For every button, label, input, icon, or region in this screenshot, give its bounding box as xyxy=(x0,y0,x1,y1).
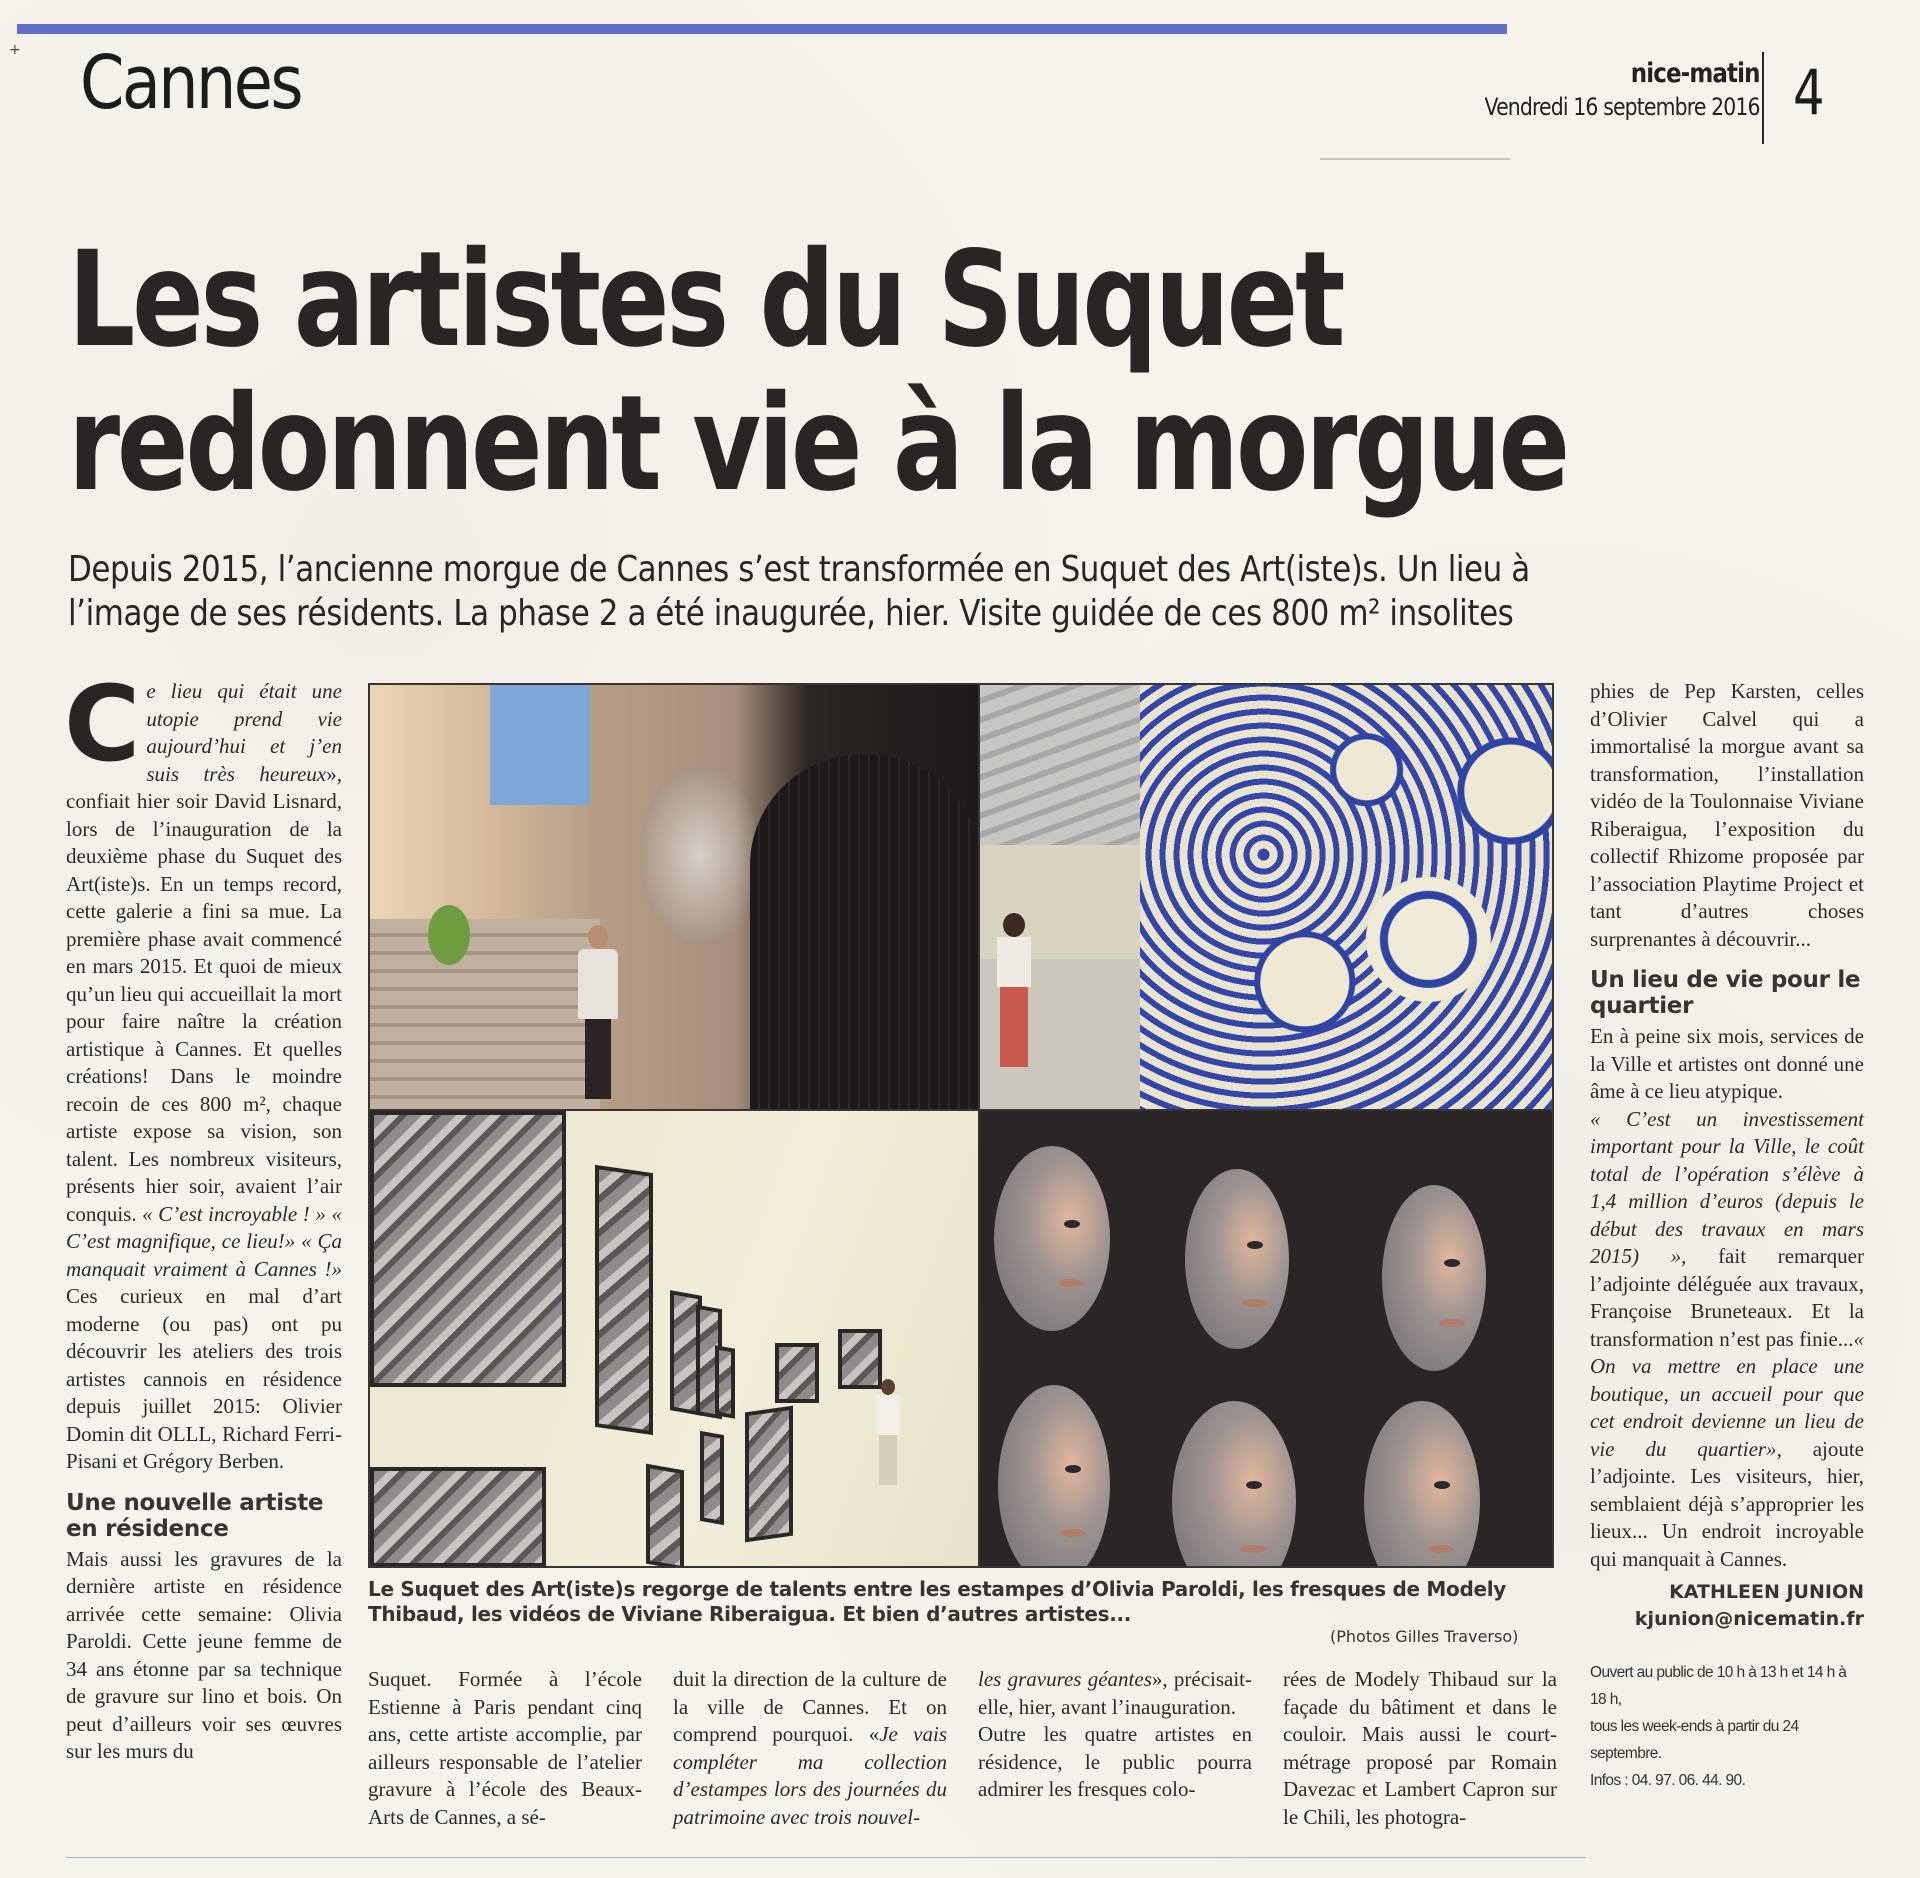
quote-text: « C’est un investissement important pour la Ville, le coût total de l’opération s’élève à 1,4 million d’euros (depuis le début des travaux en mars 2015) » xyxy=(1590,1106,1864,1268)
body-text: phies de Pep Karsten, celles d’Olivier Calvel qui a immortalisé la morgue avant sa transformation, l’installation vidéo de la Toulonnaise Viviane Riberaigua, l’exposition du collectif Rhizome proposée par l’association Playtime Project et tant d’autres choses surprenantes à découvrir... xyxy=(1590,679,1864,951)
photo-credit: (Photos Gilles Traverso) xyxy=(1330,1627,1519,1646)
body-text: Suquet. Formée à l’école Estienne à Paris pendant cinq ans, cette artiste accomplie, par ailleurs responsable de l’atelier gravure à l’école des Beaux-Arts de Cannes, a sé- xyxy=(368,1667,642,1829)
body-text: Ces curieux en mal d’art moderne (ou pas) ont pu découvrir les ateliers des trois artistes cannois en résidence depuis juillet 2015: Olivier Domin dit OLLL, Richard Ferri-Pisani et Grégory Berben. xyxy=(66,1284,342,1473)
blue-fresco-corridor-photo xyxy=(980,685,1552,1109)
body-text: , fait remarquer l’adjointe déléguée aux travaux, Françoise Bruneteaux. Et la transformation n’est pas finie... xyxy=(1590,1244,1864,1351)
author-name: KATHLEEN JUNION xyxy=(1669,1581,1864,1603)
quote-text: « On va mettre en place une boutique, un accueil pour que cet endroit devienne un lieu de vie du quartier» xyxy=(1590,1326,1864,1461)
crop-mark-icon: + xyxy=(9,42,21,58)
page-number: 4 xyxy=(1793,56,1825,129)
info-hours: Ouvert au public de 10 h à 13 h et 14 h à 18 h, xyxy=(1590,1664,1847,1708)
subhead-neighborhood: Un lieu de vie pour le quartier xyxy=(1590,967,1861,1019)
quote-text: les gravures géantes xyxy=(978,1667,1152,1691)
header-underline xyxy=(1320,158,1510,160)
subhead-new-artist: Une nouvelle artiste en résidence xyxy=(66,1489,324,1542)
article-column-3 xyxy=(673,1666,947,1831)
body-text: duit la direction de la culture de la ville de Cannes. Et on comprend pourquoi. « xyxy=(673,1667,947,1746)
practical-info xyxy=(1590,1659,1864,1794)
info-phone: Infos : 04. 97. 06. 44. 90. xyxy=(1590,1772,1746,1789)
article-column-5 xyxy=(1283,1666,1557,1831)
publication-date: Vendredi 16 septembre 2016 xyxy=(1484,93,1760,121)
body-text: », précisait-elle, hier, avant l’inauguration. xyxy=(978,1667,1253,1719)
page-bottom-rule xyxy=(66,1857,1586,1858)
section-title: Cannes xyxy=(80,40,301,126)
photo-grid xyxy=(368,683,1554,1568)
headline-line-1: Les artistes du Suquet xyxy=(68,223,1343,377)
article-column-2 xyxy=(368,1666,642,1831)
body-text: Mais aussi les gravures de la dernière artiste en résidence arrivée cette semaine: Olivia Paroldi. Cette jeune femme de 34 ans étonne par sa technique de gravure sur lino et bois. On peut d’ailleurs voir ses œuvres sur les murs du xyxy=(66,1546,342,1763)
headline-line-2: redonnent vie à la morgue xyxy=(68,367,1567,521)
masthead-divider xyxy=(1762,52,1764,144)
photo-caption: Le Suquet des Art(iste)s regorge de talents entre les estampes d’Olivia Paroldi, les fresques de Modely Thibaud, les vidéos de Viviane Riberaigua. Et bien d’autres artistes... xyxy=(368,1577,1507,1626)
body-text: En à peine six mois, services de la Ville et artistes ont donné une âme à ce lieu atypique. xyxy=(1590,1024,1864,1103)
body-text: Outre les quatre artistes en résidence, le public pourra admirer les fresques colo- xyxy=(978,1722,1252,1801)
standfirst xyxy=(68,548,1891,636)
info-days: tous les week-ends à partir du 24 septembre. xyxy=(1590,1718,1799,1762)
standfirst-line-1: Depuis 2015, l’ancienne morgue de Cannes s’est transformée en Suquet des Art(iste)s. Un lieu à xyxy=(68,549,1530,590)
gallery-prints-photo xyxy=(370,1111,978,1566)
body-text: , ajoute l’adjointe. Les visiteurs, hier, semblaient déjà s’approprier les lieux... Un endroit incroyable qui manquait à Cannes. xyxy=(1590,1436,1864,1571)
standfirst-line-2: l’image de ses résidents. La phase 2 a été inaugurée, hier. Visite guidée de ces 800 m² insolites xyxy=(68,593,1514,634)
drop-cap: C xyxy=(64,663,141,785)
visitor-quotes: « C’est incroyable ! » « C’est magnifique, ce lieu!» « Ça manquait vraiment à Cannes !» xyxy=(66,1201,342,1281)
top-accent-bar xyxy=(17,24,1507,34)
brand-name: nice-matin xyxy=(1631,58,1760,89)
masthead xyxy=(1436,58,1760,121)
street-stairs-gate-photo xyxy=(370,685,978,1109)
quote-text: Je vais compléter ma collection d’estampes lors des journées du patrimoine avec trois nouvel- xyxy=(673,1722,947,1829)
author-email[interactable]: kjunion@nicematin.fr xyxy=(1634,1608,1864,1630)
article-column-4 xyxy=(978,1666,1252,1804)
video-faces-installation-photo xyxy=(980,1111,1552,1566)
byline xyxy=(1590,1579,1864,1633)
opening-quote: e lieu qui était une utopie prend vie aujourd’hui et j’en suis très heureux xyxy=(146,679,342,786)
body-text: rées de Modely Thibaud sur la façade du bâtiment et dans le couloir. Mais aussi le court-métrage proposé par Romain Davezac et Lambert Capron sur le Chili, les photogra- xyxy=(1283,1667,1557,1829)
article-column-1 xyxy=(64,663,342,1766)
body-text: », confiait hier soir David Lisnard, lors de l’inauguration de la deuxième phase du Suquet des Art(iste)s. En un temps record, cette galerie a fini sa mue. La première phase avait commencé en mars 2015. Et quoi de mieux qu’un lieu qui accueillait la mort pour faire naître la création artistique à Cannes. Et quelles créations! Dans le moindre recoin de ces 800 m², chaque artiste expose sa vision, son talent. Les nombreux visiteurs, présents hier soir, avaient l’air conquis. xyxy=(66,761,342,1226)
article-column-6 xyxy=(1590,678,1864,1794)
headline xyxy=(68,223,1828,521)
